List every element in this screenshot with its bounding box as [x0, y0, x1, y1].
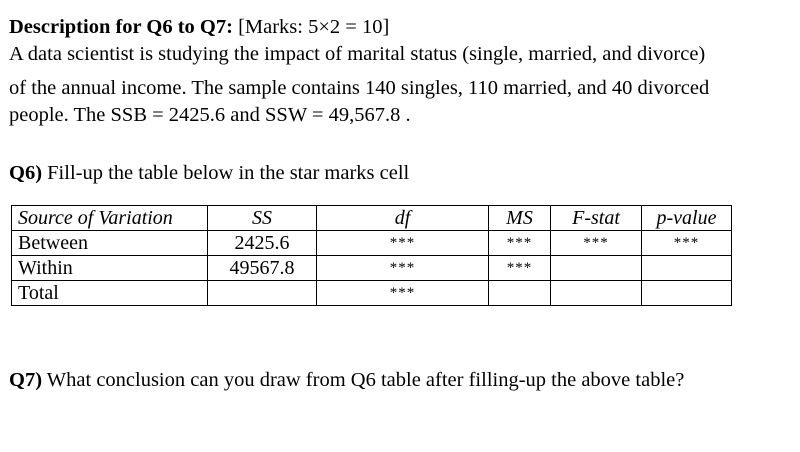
cell-ss: 49567.8 — [208, 256, 317, 281]
description-line-2: of the annual income. The sample contains 140 singles, 110 married, and 40 divorced — [9, 77, 710, 99]
cell-source: Within — [12, 256, 208, 281]
table-row-total — [12, 281, 732, 306]
description-heading-bold: Description for Q6 to Q7: — [9, 16, 233, 38]
cell-df: *** — [317, 231, 489, 256]
cell-ss — [208, 281, 317, 306]
q7-prompt — [9, 367, 684, 393]
cell-ms: *** — [489, 256, 551, 281]
cell-fstat — [551, 281, 642, 306]
q6-prompt — [9, 160, 409, 186]
cell-pvalue — [642, 256, 732, 281]
q6-text: Fill-up the table below in the star marks cell — [47, 162, 410, 184]
header-df: df — [317, 206, 489, 231]
header-ms: MS — [489, 206, 551, 231]
cell-fstat: *** — [551, 231, 642, 256]
cell-ms — [489, 281, 551, 306]
header-source: Source of Variation — [12, 206, 208, 231]
header-pvalue: p-value — [642, 206, 732, 231]
cell-ms: *** — [489, 231, 551, 256]
cell-ss: 2425.6 — [208, 231, 317, 256]
q6-label: Q6) — [9, 162, 43, 184]
cell-source: Total — [12, 281, 208, 306]
description-heading — [9, 14, 389, 40]
marks-label: [Marks: 5×2 = 10] — [238, 16, 390, 38]
header-ss: SS — [208, 206, 317, 231]
header-fstat: F-stat — [551, 206, 642, 231]
description-line-1: A data scientist is studying the impact of marital status (single, married, and divorce) — [9, 43, 706, 65]
cell-source: Between — [12, 231, 208, 256]
q7-text: What conclusion can you draw from Q6 table after filling-up the above table? — [46, 369, 685, 391]
cell-pvalue — [642, 281, 732, 306]
description-line-3: people. The SSB = 2425.6 and SSW = 49,567.8 . — [9, 104, 411, 126]
table-row-between — [12, 231, 732, 256]
q7-label: Q7) — [9, 369, 43, 391]
table-row-within — [12, 256, 732, 281]
cell-pvalue: *** — [642, 231, 732, 256]
anova-table — [11, 205, 732, 306]
table-header-row — [12, 206, 732, 231]
cell-fstat — [551, 256, 642, 281]
cell-df: *** — [317, 281, 489, 306]
cell-df: *** — [317, 256, 489, 281]
